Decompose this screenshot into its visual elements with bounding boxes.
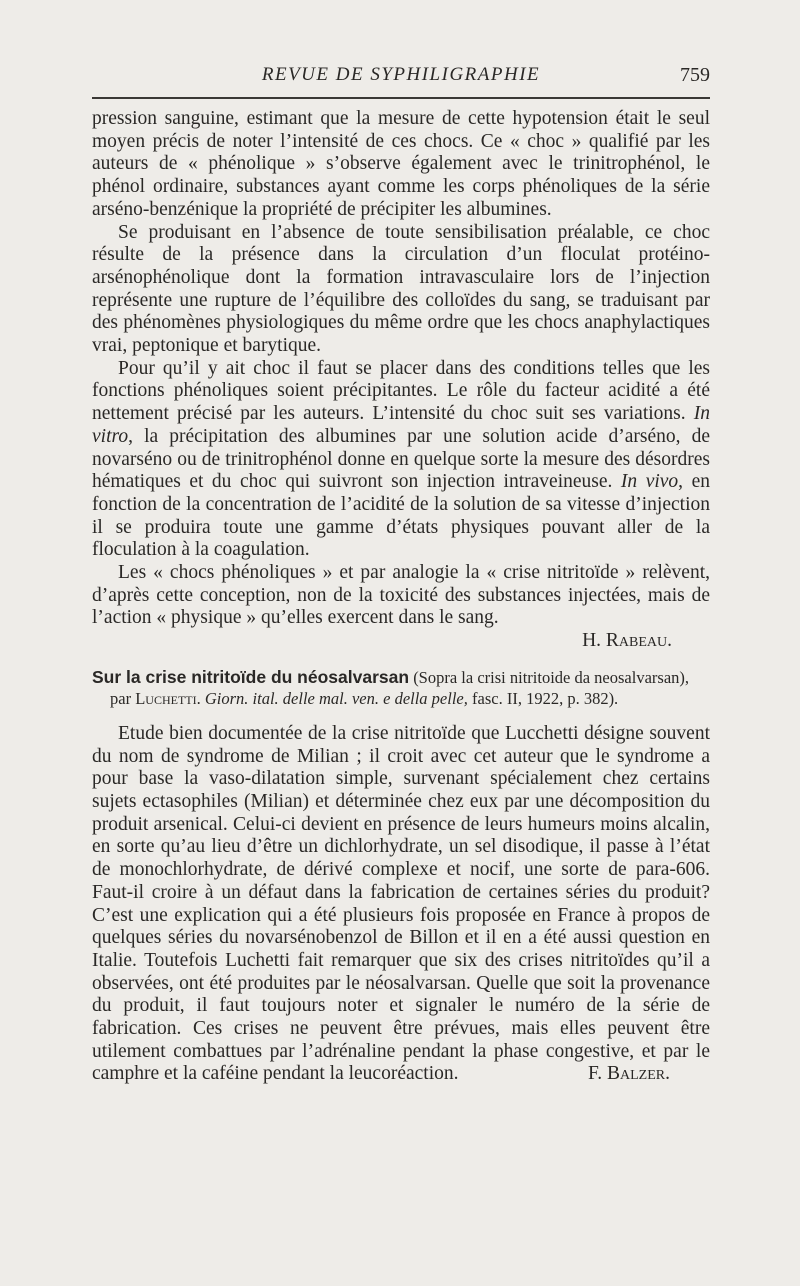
paragraph-2: Se produisant en l’absence de toute sensibilisation préalable, ce choc résulte de la présence dans la circulation d’un floculat protéino-arsénophénolique dont la formation intravasculaire lors de l’injection représente une rupture de l’équilibre des colloïdes du sang, se traduisant par des phénomènes physiologiques du même ordre que les chocs anaphylactiques vrai, peptonique et barytique. <box>92 221 710 357</box>
paragraph-3-part-b: , la précipitation des albumines par une solution acide d’arséno, de novarséno ou de trinitrophénol donne en quelque sorte la mesure des désordres hématiques et du choc qui suivront son injection intraveineuse. <box>92 425 710 493</box>
in-vitro-phrase: In vitro <box>92 403 710 447</box>
signature-balzer-text: F. Balzer. <box>587 1063 670 1085</box>
paragraph-3-part-c: , en fonction de la concentration de l’acidité de la solution de sa vitesse d’injection il se produira toute une gamme d’états physiques pouvant aller de la floculation à la coagulation. <box>92 471 710 561</box>
signature-rabeau <box>92 630 710 653</box>
paragraph-4: Les « chocs phénoliques » et par analogie la « crise nitritoïde » relèvent, d’après cette conception, non de la toxicité des substances injectées, mais de l’action « physique » qu’elles exercent dans le sang. <box>92 562 710 629</box>
reference-part-b: . <box>196 688 205 708</box>
article-reference <box>92 667 710 709</box>
paragraph-3 <box>92 358 710 562</box>
paragraph-5: Etude bien documentée de la crise nitritoïde que Lucchetti désigne souvent du nom de syndrome de Milian ; il croit avec cet auteur que le syndrome a pour base la vaso-dilatation simple, survenant spécialement chez certains sujets ectasophiles (Milian) et déterminée chez eux par une décomposition du produit arsenical. Celui-ci devient en présence de leurs humeurs moins alcalin, en sorte qu’au lieu d’être un dichlorhydrate, un sel disodique, il passe à l’état de monochlorhydrate, de dérivé complexe et nocif, une sorte de para-606. Faut-il croire à un défaut dans la fabrication de certaines séries du produit? C’est une explication qui a été plusieurs fois proposée en France à propos de quelques séries du novarsénobenzol de Billon et il en a été aussi question en Italie. Toutefois Luchetti fait remarquer que six des crises nitritoïdes qu’il a observées, ont été produites par le néosalvarsan. Quelle que soit la provenance du produit, il faut toujours noter et signaler le numéro de la série de fabrication. Ces crises ne peuvent être prévues, mais elles peuvent être utilement combattues par l’adrénaline pendant la phase congestive, et par le camphre et la caféine pendant la leucoréaction. <box>92 722 710 1085</box>
reference-part-c: fasc. II, 1922, p. 382). <box>467 688 619 708</box>
page-header <box>92 58 710 92</box>
reference-journal: Giorn. ital. delle mal. ven. e della pelle, <box>204 688 468 708</box>
running-title: REVUE DE SYPHILIGRAPHIE <box>261 64 541 85</box>
paragraph-3-part-a: Pour qu’il y ait choc il faut se placer dans des conditions telles que les fonctions phénoliques soient précipitantes. Le rôle du facteur acidité a été nettement précisé par les auteurs. L’intensité du choc suit ses variations. <box>92 357 710 425</box>
page-body <box>92 108 710 1086</box>
signature-rabeau-text: H. Rabeau. <box>582 630 672 652</box>
in-vivo-phrase: In vivo <box>620 471 679 493</box>
header-rule <box>92 97 710 99</box>
paragraph-1: pression sanguine, estimant que la mesure de cette hypotension était le seul moyen précis de noter l’intensité de ces chocs. Ce « choc » qualifié par les auteurs de « phénolique » s’observe également avec le trinitrophénol, le phénol ordinaire, substances ayant comme les corps phénoliques de la série arséno-benzénique la propriété de précipiter les albumines. <box>92 108 710 220</box>
article-title: Sur la crise nitritoïde du néosalvarsan <box>92 666 410 687</box>
page-number: 759 <box>680 64 710 86</box>
reference-author: Luchetti <box>135 688 197 708</box>
reference-part-a: (Sopra la crisi nitritoide da neosalvarsan), par <box>110 667 690 708</box>
